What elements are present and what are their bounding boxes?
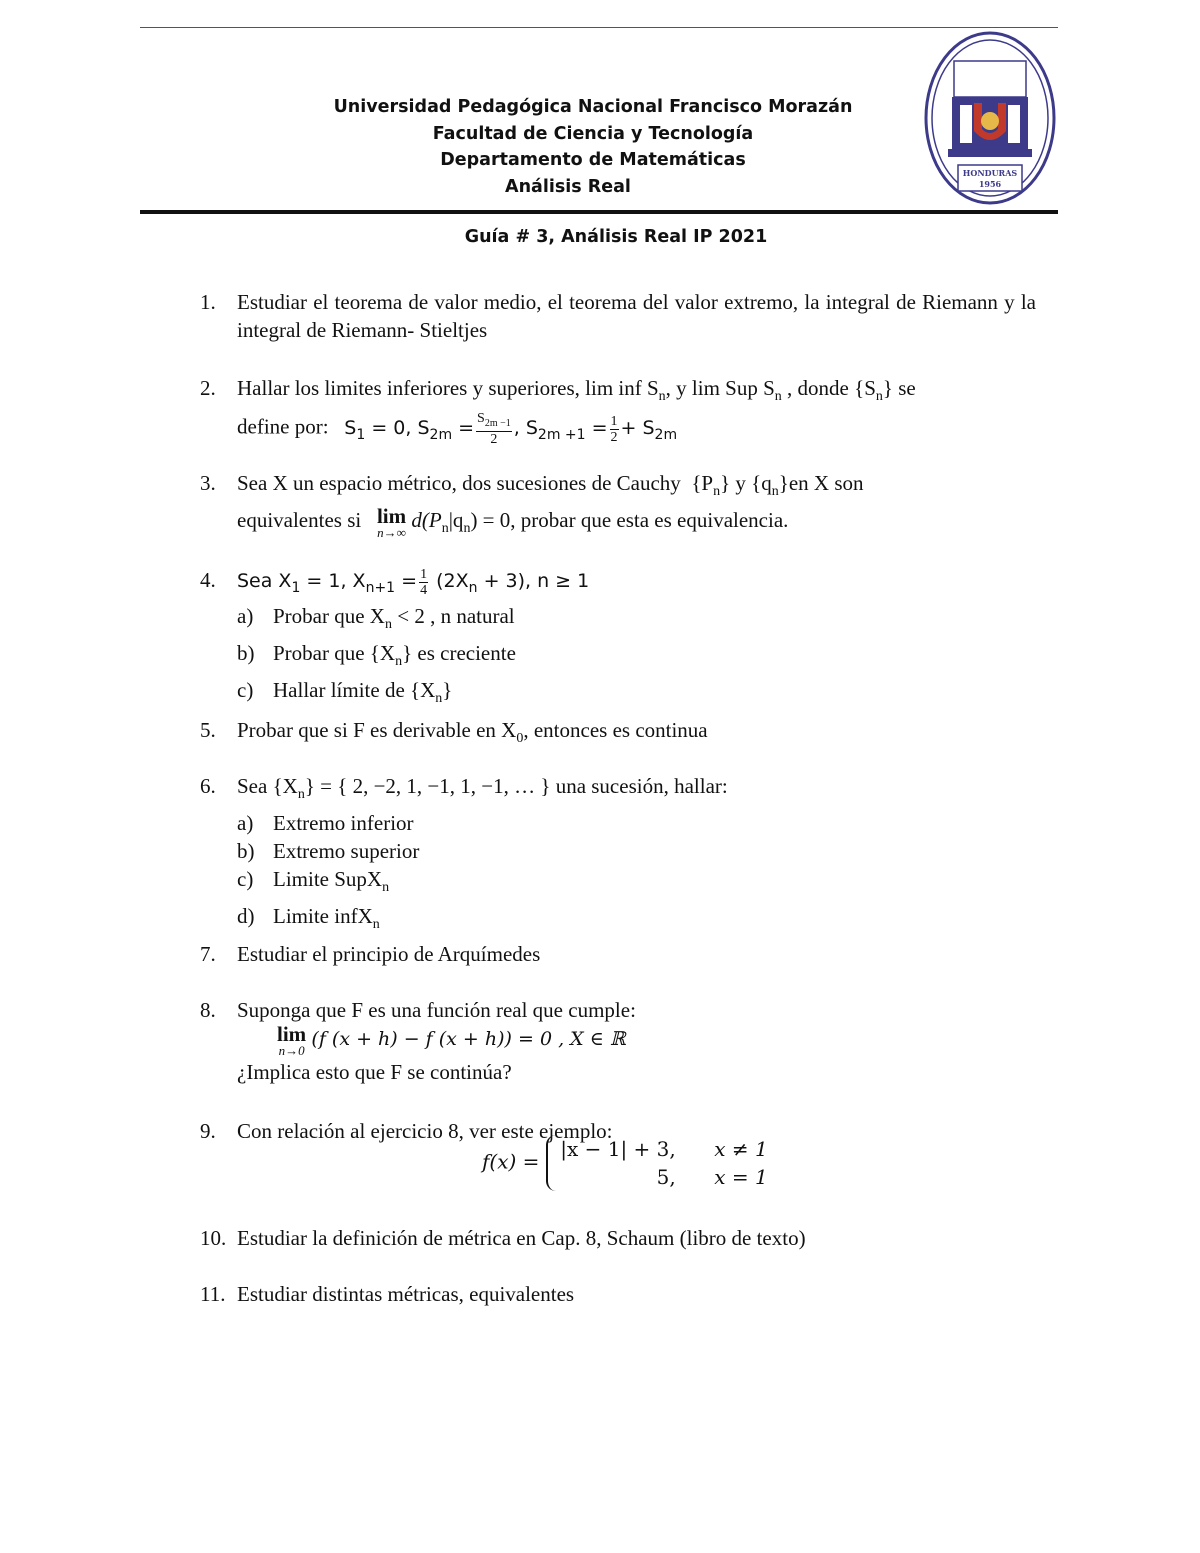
university-name: Universidad Pedagógica Nacional Francisco Morazán: [333, 97, 853, 117]
exercise-5: [200, 716, 1036, 753]
exercise-text: Sea X un espacio métrico, dos sucesiones de Cauchy $\{P_n\}$ y $\{q_n\}en$ X son equivalentes si lim n→∞ $d(P_n|q_n) = 0$, probar que esta es equivalencia.: [237, 471, 864, 541]
exercise-number: 6.: [200, 774, 216, 798]
list-item: c) Hallar límite de $\{X_n\}$: [237, 678, 453, 707]
exercise-number: 1.: [200, 290, 216, 314]
exercise-4: [200, 566, 1036, 713]
exercise-number: 4.: [200, 568, 216, 592]
exercise-text: Estudiar el teorema de valor medio, el teorema del valor extremo, la integral de Riemann y la integral de Riemann- Stieltjes: [237, 290, 1036, 342]
fraction: $\frac{1}{2}$: [610, 413, 618, 445]
exercise-number: 10.: [200, 1226, 227, 1250]
document-header: [140, 94, 1046, 200]
exercise-text: Con relación al ejercicio 8, ver este ejemplo:: [237, 1119, 613, 1143]
fraction: $\frac{1}{4}$: [420, 566, 428, 598]
exercise-text: Estudiar la definición de métrica en Cap. 8, Schaum (libro de texto): [237, 1226, 806, 1250]
exercise-number: 7.: [200, 942, 216, 966]
exercise-7: [200, 940, 1036, 968]
exercise-text: Sea $\{X_n\}$ = { 2, −2, 1, −1, 1, −1, … } una sucesión, hallar:: [237, 774, 728, 803]
exercise-text: Hallar los limites inferiores y superiores, lim inf $S_n$, y lim Sup $S_n$ , donde $\{S_n\}$ se define por: $S_1 = 0$, $S_{2m}$ = $\frac{S_{2m -1}}{2}$ , $S_{2m +1}$ = $\frac{1}{2}$ + $S_{2m}$: [237, 376, 916, 447]
list-item: b) Probar que $\{X_n\}$ es creciente: [237, 640, 516, 670]
list-item: c) Limite SupX$_n$: [237, 867, 390, 896]
faculty-name: Facultad de Ciencia y Tecnología: [432, 123, 754, 144]
fraction: $\frac{S_{2m -1}}{2}$: [477, 411, 511, 447]
exercise-10: [200, 1224, 1036, 1252]
university-seal-logo: [924, 31, 1056, 206]
exercise-text: Estudiar el principio de Arquímedes: [237, 942, 541, 966]
exercise-number: 5.: [200, 718, 216, 742]
logo-country: HONDURAS: [962, 168, 1018, 178]
list-item: d) Limite infX$_n$: [237, 904, 380, 933]
exercise-number: 2.: [200, 376, 216, 400]
exercise-text: Sea $X_1 = 1$, $X_{n+1}$ = $\frac{1}{4}$ $(2X_n + 3)$, n ≥ 1: [237, 566, 590, 598]
exercise-text: Estudiar distintas métricas, equivalentes: [237, 1282, 575, 1306]
top-rule: [140, 27, 1058, 28]
exercise-9: [200, 1117, 1036, 1189]
exercise-6: [200, 772, 1036, 940]
header-rule: [140, 210, 1058, 214]
exercise-number: 9.: [200, 1119, 216, 1143]
logo-year: 1956: [978, 179, 1002, 189]
exercise-1: [200, 288, 1036, 344]
exercise-2: [200, 374, 1036, 449]
exercise-11: [200, 1280, 1036, 1308]
exercise-number: 3.: [200, 471, 216, 495]
guide-title: Guía # 3, Análisis Real IP 2021: [464, 227, 768, 247]
limit-operator: lim n→∞: [376, 504, 407, 541]
department-name: Departamento de Matemáticas: [440, 150, 746, 170]
list-item: a) Probar que $X_n < 2$ , n natural: [237, 603, 515, 632]
exercise-3: [200, 469, 1036, 543]
exercise-text: Suponga que F es una función real que cumple: lim n→0 (f (x + h) − f (x + h)) = 0 , X ∈ ℝ ¿Implica esto que F se continúa?: [237, 998, 636, 1084]
exercise-number: 8.: [200, 998, 216, 1022]
course-name: Análisis Real: [505, 176, 631, 197]
limit-operator: lim n→0: [277, 1022, 307, 1058]
list-item: b) Extremo superior: [237, 839, 420, 864]
list-item: a) Extremo inferior: [237, 811, 414, 836]
exercise-number: 11.: [200, 1282, 226, 1306]
exercise-text: Probar que si F es derivable en $X_0$, entonces es continua: [237, 718, 708, 747]
piecewise-function: f(x) = |x − 1| + 3, x ≠ 1 5, x = 1: [482, 1137, 768, 1189]
exercise-8: [200, 996, 1036, 1086]
